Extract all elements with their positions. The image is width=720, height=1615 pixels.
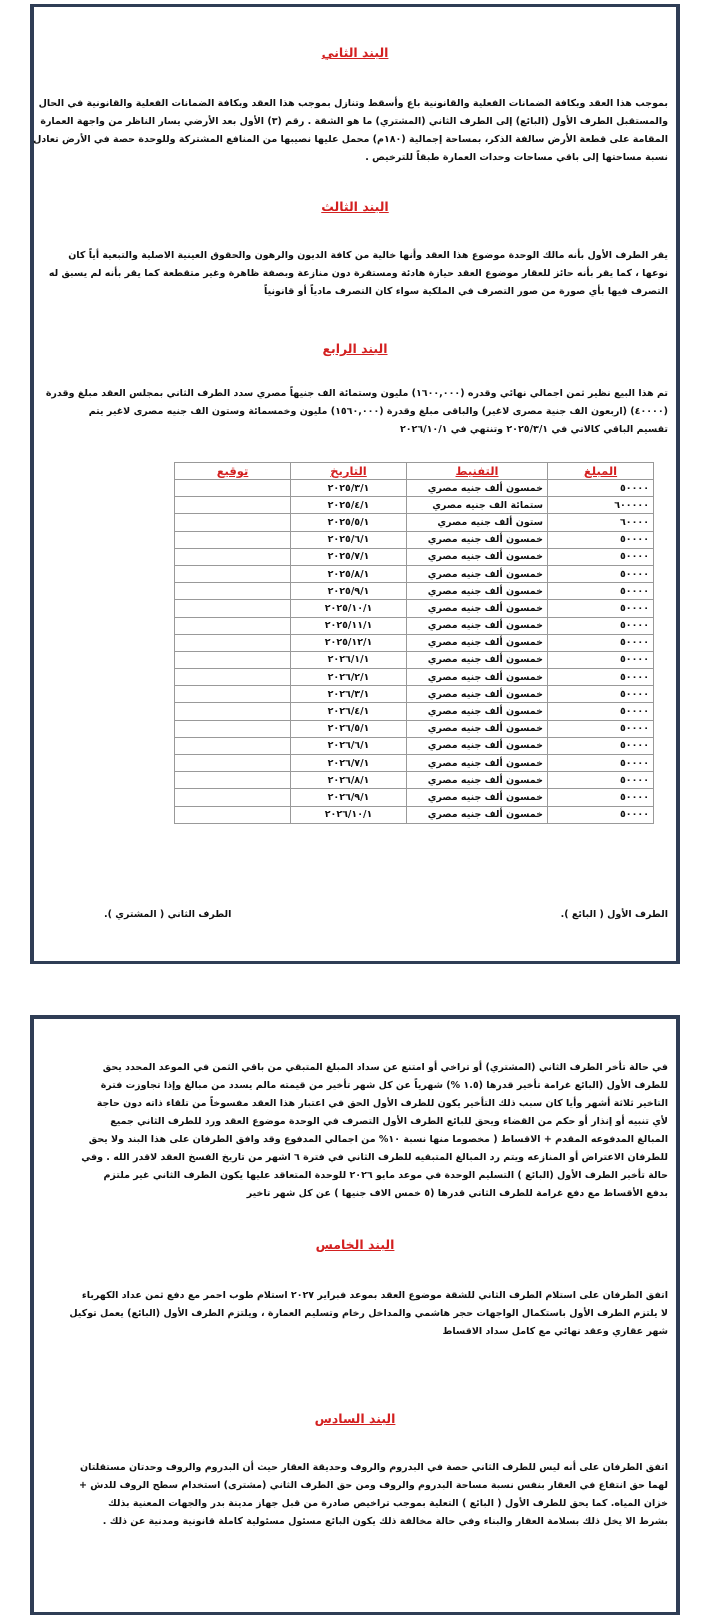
clause-4-heading: البند الرابع [322,341,388,356]
installments-table-header [175,463,654,480]
late-payment-clause-line: المبالغ المدفوعه المقدم + الاقساط ( مخصوما منها نسبة ١٠% من اجمالي المدفوع وقد وافق الطرفان على هذا البند ولا يحق [88,1134,668,1145]
installment-amount: ٥٠٠٠٠ [548,669,654,686]
installment-date: ٢٠٢٥/٧/١ [291,548,407,565]
installment-description: خمسون ألف جنيه مصري [407,617,548,634]
installment-signature-cell [175,755,291,772]
installment-signature-cell [175,497,291,514]
installment-description: ستمائة الف جنيه مصري [407,497,548,514]
clause-5-line: اتفق الطرفان على استلام الطرف الثاني للشقة موضوع العقد بموعد فبراير ٢٠٢٧ استلام طوب احمر مع دفع ثمن عداد الكهرباء [81,1290,668,1301]
clause-6-line: بشرط الا يخل ذلك بسلامة العقار والبناء وفي حالة مخالفة ذلك يكون البائع مسئول مسئولية كاملة قانونية ومدنية عن ذلك . [102,1516,668,1527]
installment-description: خمسون ألف جنيه مصري [407,772,548,789]
party-1-signature-label: الطرف الأول ( البائع ). [560,909,668,920]
installment-row [175,548,654,565]
installment-amount: ٥٠٠٠٠ [548,531,654,548]
installment-signature-cell [175,480,291,497]
installments-table [174,462,654,824]
contract-page-1 [30,4,680,964]
clause-3-heading: البند الثالث [321,199,389,214]
clause-6-text [78,1459,668,1531]
installment-description: خمسون ألف جنيه مصري [407,720,548,737]
installment-row [175,617,654,634]
installment-date: ٢٠٢٦/٦/١ [291,737,407,754]
installment-row [175,583,654,600]
installment-description: خمسون ألف جنيه مصري [407,686,548,703]
installment-signature-cell [175,617,291,634]
installment-amount: ٥٠٠٠٠ [548,600,654,617]
installment-amount: ٥٠٠٠٠ [548,686,654,703]
clause-3-text [48,247,668,301]
installment-amount: ٥٠٠٠٠ [548,755,654,772]
clause-4-line: (٤٠٠٠٠) (اربعون الف جنية مصرى لاغير) والباقى مبلغ وقدرة (١٥٦٠,٠٠٠) مليون وخمسمائة وستون الف جنيه مصرى لاغير يتم [88,406,668,417]
installment-row [175,531,654,548]
clause-5-heading: البند الخامس [315,1237,395,1252]
installment-signature-cell [175,789,291,806]
installment-row [175,514,654,531]
clause-5-line: شهر عقاري وعقد نهائي مع كامل سداد الاقساط [442,1326,668,1337]
clause-3-line: يقر الطرف الأول بأنه مالك الوحدة موضوع هذا العقد وأنها خالية من كافة الديون والرهون والحقوق العينية الاصلية والتبعية أياً كان [68,250,668,261]
installment-description: خمسون ألف جنيه مصري [407,651,548,668]
installment-amount: ٥٠٠٠٠ [548,651,654,668]
installment-amount: ٥٠٠٠٠ [548,480,654,497]
clause-2-line: بموجب هذا العقد وبكافة الضمانات الفعلية والقانونية باع وأسقط وتنازل بموجب هذا العقد وبكافة الضمانات الفعلية والقانونية في الحال [38,98,668,109]
installment-signature-cell [175,600,291,617]
header-installment: التفنيط [407,463,548,480]
installment-amount: ٥٠٠٠٠ [548,806,654,823]
installment-amount: ٥٠٠٠٠ [548,789,654,806]
installment-description: خمسون ألف جنيه مصري [407,789,548,806]
installment-row [175,651,654,668]
installment-description: خمسون ألف جنيه مصري [407,600,548,617]
installment-description: خمسون ألف جنيه مصري [407,703,548,720]
clause-2-heading: البند الثاني [321,45,389,60]
installment-description: خمسون ألف جنيه مصري [407,634,548,651]
installment-signature-cell [175,548,291,565]
installment-row [175,772,654,789]
late-payment-clause-text [81,1059,668,1203]
installment-row [175,789,654,806]
installment-date: ٢٠٢٦/٥/١ [291,720,407,737]
installment-date: ٢٠٢٥/١٠/١ [291,600,407,617]
installment-row [175,755,654,772]
installment-row [175,703,654,720]
installment-description: خمسون ألف جنيه مصري [407,755,548,772]
installment-signature-cell [175,686,291,703]
installment-signature-cell [175,651,291,668]
party-2-signature-label: الطرف الثاني ( المشتري ). [104,909,232,920]
clause-5-line: لا يلتزم الطرف الأول باستكمال الواجهات حجر هاشمي والمداخل رخام وتسليم العمارة ، ويلتزم الطرف الأول (البائع) يعمل توكيل [69,1308,668,1319]
installment-date: ٢٠٢٥/٨/١ [291,565,407,582]
installment-description: خمسون ألف جنيه مصري [407,548,548,565]
installment-date: ٢٠٢٦/٧/١ [291,755,407,772]
clause-2-line: نسبة مساحتها إلى باقي مساحات وحدات العمارة طبقاً للترخيص . [365,152,668,163]
installment-row [175,565,654,582]
installment-amount: ٦٠٠٠٠ [548,514,654,531]
late-payment-clause-line: حالة تأخير الطرف الأول (البائع ) التسليم الوحدة في موعد مايو ٢٠٢٦ للوحدة المتعاقد عليها يكون الطرف الثاني غير ملتزم [103,1170,668,1181]
late-payment-clause-line: التاخير ثلاثة أشهر وأيا كان سبب ذلك التأخير يكون للطرف الأول الحق في اعتبار هذا العقد مفسوخاً من تلقاء ذاته دون حاجة [96,1098,668,1109]
installment-date: ٢٠٢٥/٤/١ [291,497,407,514]
header-signature: توقيع [175,463,291,480]
installment-date: ٢٠٢٦/٢/١ [291,669,407,686]
clause-3-line: نوعها ، كما يقر بأنه حائز للعقار موضوع العقد حيازة هادئة ومستقرة دون منازعة وبصفة ظاهرة وغير متقطعة كما يقر بأنه لم يسبق له [48,268,668,279]
late-payment-clause-line: للطرف الأول (البائع غرامة تأخير قدرها (١.٥ %) شهرياً عن كل شهر تأخير من قيمته مالم يسدد من مبالغ وإذا تجاوزت فترة [100,1080,668,1091]
installment-description: خمسون ألف جنيه مصري [407,531,548,548]
clause-6-line: لهما حق انتفاع في العقار بنفس نسبة مساحة البدروم والروف ومن حق الطرف الثاني (مشترى) استخدام سطح الروف للدش + [78,1480,668,1491]
clause-6-heading: البند السادس [314,1411,396,1426]
installment-date: ٢٠٢٥/٩/١ [291,583,407,600]
contract-page-2 [30,1015,680,1615]
installment-signature-cell [175,703,291,720]
installment-signature-cell [175,720,291,737]
installment-amount: ٥٠٠٠٠ [548,634,654,651]
installment-row [175,737,654,754]
installment-amount: ٥٠٠٠٠ [548,583,654,600]
installment-description: خمسون ألف جنيه مصري [407,480,548,497]
installment-row [175,669,654,686]
installment-signature-cell [175,772,291,789]
installment-date: ٢٠٢٦/٨/١ [291,772,407,789]
installment-description: خمسون ألف جنيه مصري [407,669,548,686]
installment-amount: ٥٠٠٠٠ [548,772,654,789]
installment-amount: ٥٠٠٠٠ [548,548,654,565]
installment-amount: ٦٠٠٠٠٠ [548,497,654,514]
installment-signature-cell [175,634,291,651]
installment-amount: ٥٠٠٠٠ [548,565,654,582]
installment-date: ٢٠٢٥/١١/١ [291,617,407,634]
installment-signature-cell [175,737,291,754]
installment-date: ٢٠٢٥/١٢/١ [291,634,407,651]
clause-6-line: اتفق الطرفان على أنه ليس للطرف الثاني حصة في البدروم والروف وحديقة العقار حيث أن البدروم والروف وحدتان مستقلتان [80,1462,668,1473]
clause-2-line: المقامة على قطعة الأرض سالفة الذكر، بمساحة إجمالية (١٨٠م) محمل عليها نصيبها من المنافع المشتركة وللوحدة حصة في الأرض تعادل [33,134,668,145]
installment-description: خمسون ألف جنيه مصري [407,737,548,754]
installment-row [175,720,654,737]
installment-signature-cell [175,806,291,823]
installment-amount: ٥٠٠٠٠ [548,737,654,754]
installment-row [175,600,654,617]
installment-date: ٢٠٢٦/١٠/١ [291,806,407,823]
header-amount: المبلغ [548,463,654,480]
installment-amount: ٥٠٠٠٠ [548,703,654,720]
clause-4-line: تقسيم الباقي كالاتي في ٢٠٢٥/٣/١ وتنتهي في ٢٠٢٦/١٠/١ [399,424,668,435]
installment-signature-cell [175,514,291,531]
installment-date: ٢٠٢٥/٥/١ [291,514,407,531]
installment-amount: ٥٠٠٠٠ [548,720,654,737]
installment-row [175,806,654,823]
late-payment-clause-line: بدفع الأقساط مع دفع غرامة للطرف الثاني قدرها (٥ خمس الاف جنيها ) عن كل شهر تاخير [246,1188,668,1199]
installment-date: ٢٠٢٦/٣/١ [291,686,407,703]
installment-description: خمسون ألف جنيه مصري [407,806,548,823]
installment-signature-cell [175,669,291,686]
installment-description: ستون ألف جنيه مصري [407,514,548,531]
installment-date: ٢٠٢٦/٩/١ [291,789,407,806]
late-payment-clause-line: في حالة تأخر الطرف الثاني (المشتري) أو تراخي أو امتنع عن سداد المبلغ المتبقي من باقي الثمن في الموعد المحدد يحق [102,1062,668,1073]
clause-2-line: والمستقبل الطرف الأول (البائع) إلى الطرف الثاني (المشتري) ما هو الشقة . رقم (٣) الأول بعد الأرضي يسار الناظر من واجهة العمارة [40,116,668,127]
clause-2-text [33,95,668,167]
installment-date: ٢٠٢٦/١/١ [291,651,407,668]
late-payment-clause-line: لأي تنبيه أو إنذار أو حكم من القضاء ويحق للبائع الطرف الأول التصرف في الوحدة موضوع العقد ورد للطرف الثاني جميع [110,1116,668,1127]
installment-row [175,497,654,514]
installment-signature-cell [175,531,291,548]
clause-4-text [45,385,668,439]
installment-row [175,480,654,497]
installment-row [175,634,654,651]
installment-date: ٢٠٢٦/٤/١ [291,703,407,720]
installment-description: خمسون ألف جنيه مصري [407,583,548,600]
installment-description: خمسون ألف جنيه مصري [407,565,548,582]
installment-date: ٢٠٢٥/٣/١ [291,480,407,497]
installment-row [175,686,654,703]
installment-signature-cell [175,565,291,582]
late-payment-clause-line: للطرفان الاعتراض أو المنازعه ويتم رد المبالغ المتبقيه للطرف الثاني في فترة ٦ اشهر من تاريخ الفسخ العقد لاقدر الله . وفي [81,1152,668,1163]
clause-5-text [69,1287,668,1341]
installment-amount: ٥٠٠٠٠ [548,617,654,634]
clause-3-line: التصرف فيها بأي صورة من صور التصرف في الملكية سواء كان التصرف مادياً أو قانونياً [264,286,668,297]
installment-date: ٢٠٢٥/٦/١ [291,531,407,548]
clause-6-line: خزان المياه. كما يحق للطرف الأول ( البائع ) التعلية بموجب تراخيص صادرة من قبل جهاز مدينة بدر والجهات المعنية بذلك [108,1498,668,1509]
clause-4-line: تم هذا البيع نظير ثمن اجمالي نهائي وقدره (١٦٠٠,٠٠٠) مليون وستمائة الف جنيهاً مصري سدد الطرف الثاني بمجلس العقد مبلغ وقدرة [45,388,668,399]
installment-signature-cell [175,583,291,600]
header-date: التاريخ [291,463,407,480]
